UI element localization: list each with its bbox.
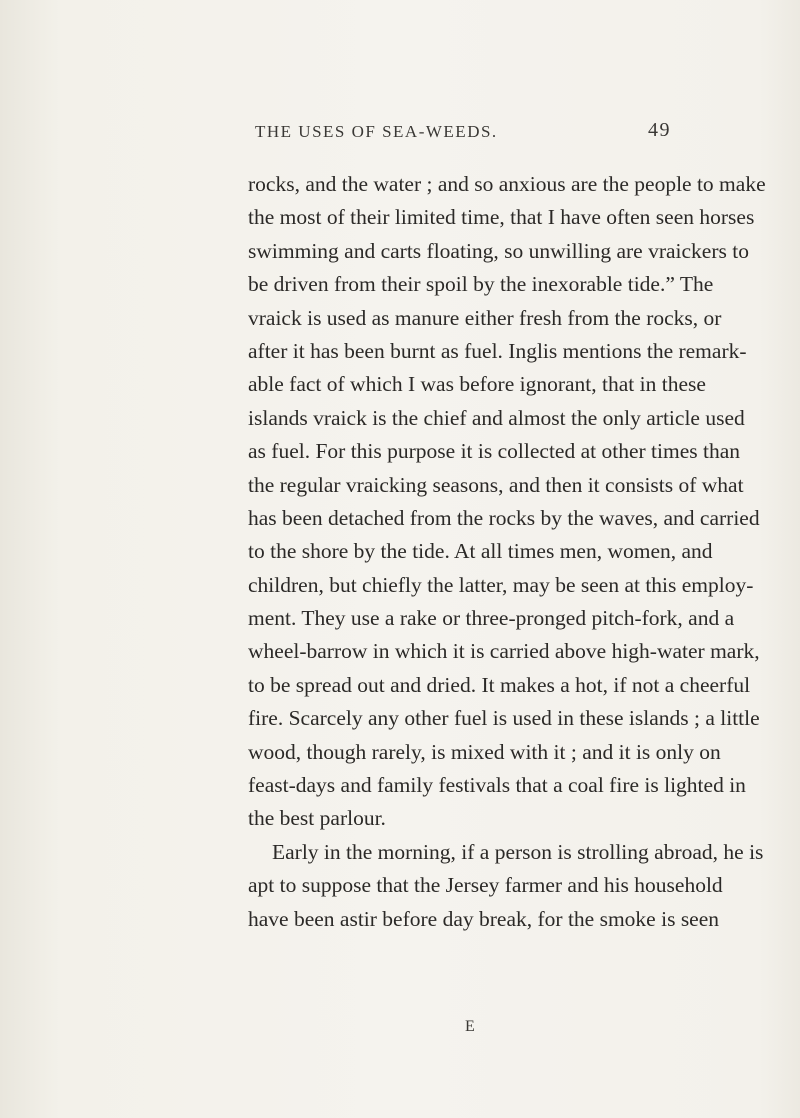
text-line: wood, though rarely, is mixed with it ; and it is only on: [248, 739, 721, 764]
text-line: vraick is used as manure either fresh from the rocks, or: [248, 305, 722, 330]
text-line: feast-days and family festivals that a coal fire is lighted in: [248, 773, 746, 798]
text-line: to the shore by the tide. At all times men, women, and: [248, 539, 713, 564]
page-number: 49: [648, 119, 671, 141]
running-title: THE USES OF SEA-WEEDS.: [255, 122, 498, 141]
text-line: as fuel. For this purpose it is collected at other times than: [248, 439, 741, 464]
text-line: after it has been burnt as fuel. Inglis mentions the remark-: [248, 338, 747, 363]
text-line: apt to suppose that the Jersey farmer and his household: [248, 873, 723, 898]
text-line: wheel-barrow in which it is carried above high-water mark,: [248, 639, 760, 664]
text-line: able fact of which I was before ignorant, that in these: [248, 372, 706, 397]
text-line: the regular vraicking seasons, and then it consists of what: [248, 472, 744, 497]
text-line: islands vraick is the chief and almost the only article used: [248, 405, 745, 430]
text-line: swimming and carts floating, so unwilling are vraickers to: [248, 238, 749, 263]
text-line: fire. Scarcely any other fuel is used in these islands ; a little: [248, 706, 760, 731]
text-line: has been detached from the rocks by the waves, and carried: [248, 505, 760, 530]
text-line: have been astir before day break, for the smoke is seen: [248, 906, 720, 931]
text-line: be driven from their spoil by the inexorable tide.” The: [248, 272, 714, 297]
text-line: children, but chiefly the latter, may be seen at this employ-: [248, 572, 754, 597]
text-line: to be spread out and dried. It makes a hot, if not a cheerful: [248, 672, 751, 697]
text-line: ment. They use a rake or three-pronged pitch-fork, and a: [248, 606, 735, 631]
text-line: rocks, and the water ; and so anxious are the people to make: [248, 172, 766, 196]
text-line: the best parlour.: [248, 806, 386, 831]
signature-mark: E: [465, 1018, 475, 1035]
body-text: [248, 168, 766, 936]
text-line: Early in the morning, if a person is strolling abroad, he is: [272, 839, 764, 864]
text-line: the most of their limited time, that I have often seen horses: [248, 205, 755, 230]
